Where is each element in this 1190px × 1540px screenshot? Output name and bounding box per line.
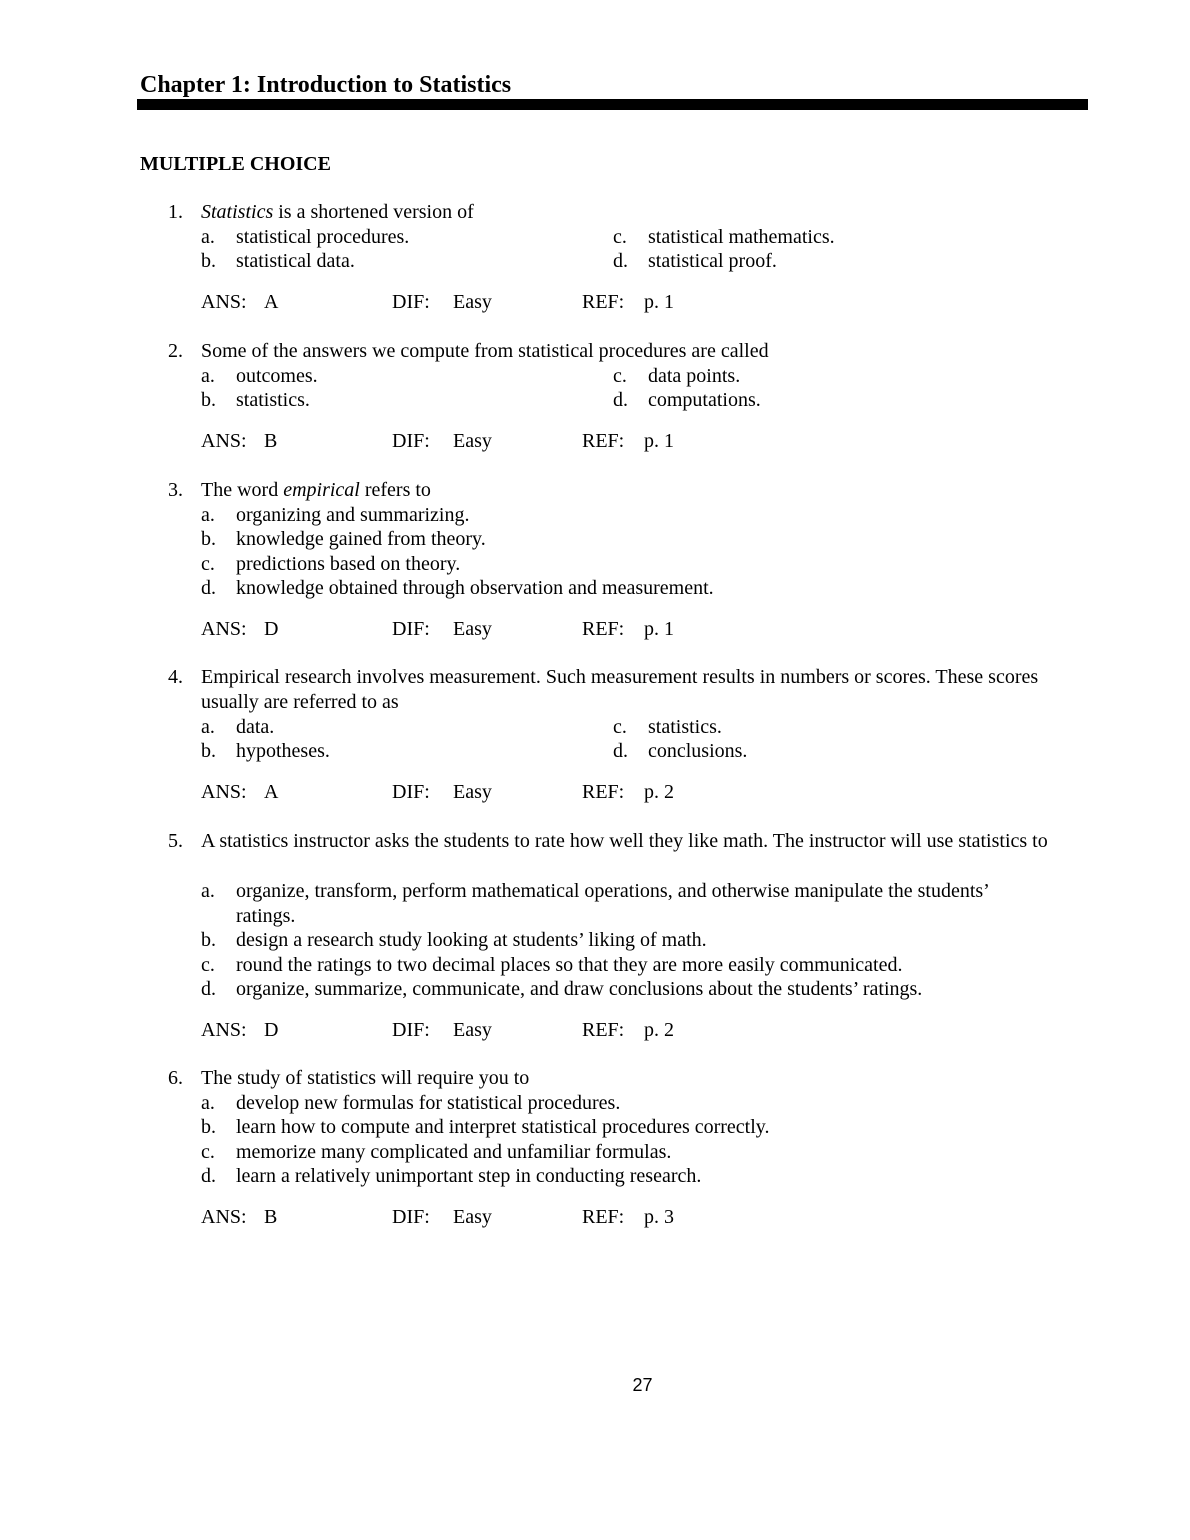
option-letter: b. xyxy=(201,929,216,951)
option-letter: b. xyxy=(201,389,216,411)
option-letter: a. xyxy=(201,504,215,526)
question-number: 1. xyxy=(168,201,183,223)
question-stem: A statistics instructor asks the students to rate how well they like math. The instructor will use statistics to xyxy=(201,830,1048,852)
chapter-title: Chapter 1: Introduction to Statistics xyxy=(140,72,512,98)
option-text: statistical data. xyxy=(236,250,355,272)
ans-value: D xyxy=(264,618,279,640)
question-stem: The study of statistics will require you to xyxy=(201,1067,530,1089)
option-letter: d. xyxy=(201,1165,216,1187)
stem-post: refers to xyxy=(359,479,431,501)
stem-pre: The word xyxy=(201,479,284,501)
option-letter: b. xyxy=(201,1116,216,1138)
option-letter: c. xyxy=(201,1141,215,1163)
option-text: statistical mathematics. xyxy=(648,226,835,248)
dif-label: DIF: xyxy=(392,781,430,803)
ans-label: ANS: xyxy=(201,291,247,313)
dif-label: DIF: xyxy=(392,291,430,313)
dif-value: Easy xyxy=(453,618,492,640)
ans-value: B xyxy=(264,1206,278,1228)
dif-value: Easy xyxy=(453,1206,492,1228)
option-letter: d. xyxy=(613,389,628,411)
dif-value: Easy xyxy=(453,1019,492,1041)
dif-value: Easy xyxy=(453,430,492,452)
option-letter: a. xyxy=(201,226,215,248)
section-heading: MULTIPLE CHOICE xyxy=(140,153,331,175)
option-letter: c. xyxy=(613,716,627,738)
ref-value: p. 1 xyxy=(644,618,674,640)
dif-value: Easy xyxy=(453,291,492,313)
stem-italic: Statistics xyxy=(201,201,274,223)
dif-value: Easy xyxy=(453,781,492,803)
dif-label: DIF: xyxy=(392,1019,430,1041)
option-text: statistical procedures. xyxy=(236,226,410,248)
option-text: statistics. xyxy=(236,389,310,411)
ref-value: p. 2 xyxy=(644,1019,674,1041)
option-letter: a. xyxy=(201,1092,215,1114)
option-letter: d. xyxy=(201,978,216,1000)
question-stem: Some of the answers we compute from statistical procedures are called xyxy=(201,340,769,362)
question-number: 2. xyxy=(168,340,183,362)
ref-value: p. 2 xyxy=(644,781,674,803)
ans-label: ANS: xyxy=(201,781,247,803)
option-letter: b. xyxy=(201,740,216,762)
dif-label: DIF: xyxy=(392,430,430,452)
ans-value: A xyxy=(264,781,279,803)
question-number: 3. xyxy=(168,479,183,501)
dif-label: DIF: xyxy=(392,1206,430,1228)
ans-label: ANS: xyxy=(201,1019,247,1041)
ref-label: REF: xyxy=(582,1019,625,1041)
ans-value: D xyxy=(264,1019,279,1041)
option-letter: c. xyxy=(201,954,215,976)
ans-label: ANS: xyxy=(201,618,247,640)
option-letter: c. xyxy=(613,365,627,387)
option-letter: b. xyxy=(201,250,216,272)
option-text: organize, summarize, communicate, and draw conclusions about the students’ ratings. xyxy=(236,978,923,1000)
option-text: knowledge obtained through observation and measurement. xyxy=(236,577,714,599)
option-text: organize, transform, perform mathematical operations, and otherwise manipulate the students’ ratings. xyxy=(236,880,989,927)
stem-rest: is a shortened version of xyxy=(273,201,474,223)
option-text: statistical proof. xyxy=(648,250,777,272)
ref-value: p. 1 xyxy=(644,291,674,313)
question-stem xyxy=(201,200,1051,225)
question-number: 6. xyxy=(168,1067,183,1089)
ans-label: ANS: xyxy=(201,1206,247,1228)
option-text: conclusions. xyxy=(648,740,748,762)
option-text: round the ratings to two decimal places so that they are more easily communicated. xyxy=(236,954,903,976)
option-letter: d. xyxy=(201,577,216,599)
option-text: design a research study looking at students’ liking of math. xyxy=(236,929,707,951)
ref-label: REF: xyxy=(582,618,625,640)
option-text: learn how to compute and interpret statistical procedures correctly. xyxy=(236,1116,770,1138)
option-text: learn a relatively unimportant step in conducting research. xyxy=(236,1165,702,1187)
ans-value: B xyxy=(264,430,278,452)
option-letter: c. xyxy=(201,553,215,575)
option-text: computations. xyxy=(648,389,761,411)
option-text: knowledge gained from theory. xyxy=(236,528,486,550)
option-letter: b. xyxy=(201,528,216,550)
ref-label: REF: xyxy=(582,291,625,313)
option-text: data points. xyxy=(648,365,741,387)
question-stem xyxy=(201,478,1051,503)
question-number: 4. xyxy=(168,666,183,688)
ref-label: REF: xyxy=(582,430,625,452)
question-number: 5. xyxy=(168,830,183,852)
page-number: 27 xyxy=(632,1375,653,1395)
option-letter: d. xyxy=(613,740,628,762)
option-text: develop new formulas for statistical procedures. xyxy=(236,1092,621,1114)
option-text: organizing and summarizing. xyxy=(236,504,470,526)
question-stem: Empirical research involves measurement. Such measurement results in numbers or scores. These scores usually are referred to as xyxy=(201,666,1039,713)
option-letter: d. xyxy=(613,250,628,272)
dif-label: DIF: xyxy=(392,618,430,640)
ref-label: REF: xyxy=(582,781,625,803)
ans-label: ANS: xyxy=(201,430,247,452)
ref-label: REF: xyxy=(582,1206,625,1228)
stem-italic: empirical xyxy=(283,479,360,501)
option-text: hypotheses. xyxy=(236,740,330,762)
option-letter: a. xyxy=(201,365,215,387)
option-text: memorize many complicated and unfamiliar formulas. xyxy=(236,1141,672,1163)
ans-value: A xyxy=(264,291,279,313)
title-rule xyxy=(137,99,1088,110)
ref-value: p. 3 xyxy=(644,1206,674,1228)
option-text: outcomes. xyxy=(236,365,318,387)
option-letter: c. xyxy=(613,226,627,248)
ref-value: p. 1 xyxy=(644,430,674,452)
option-letter: a. xyxy=(201,880,215,902)
option-text: data. xyxy=(236,716,275,738)
option-text: statistics. xyxy=(648,716,722,738)
option-letter: a. xyxy=(201,716,215,738)
option-text: predictions based on theory. xyxy=(236,553,461,575)
